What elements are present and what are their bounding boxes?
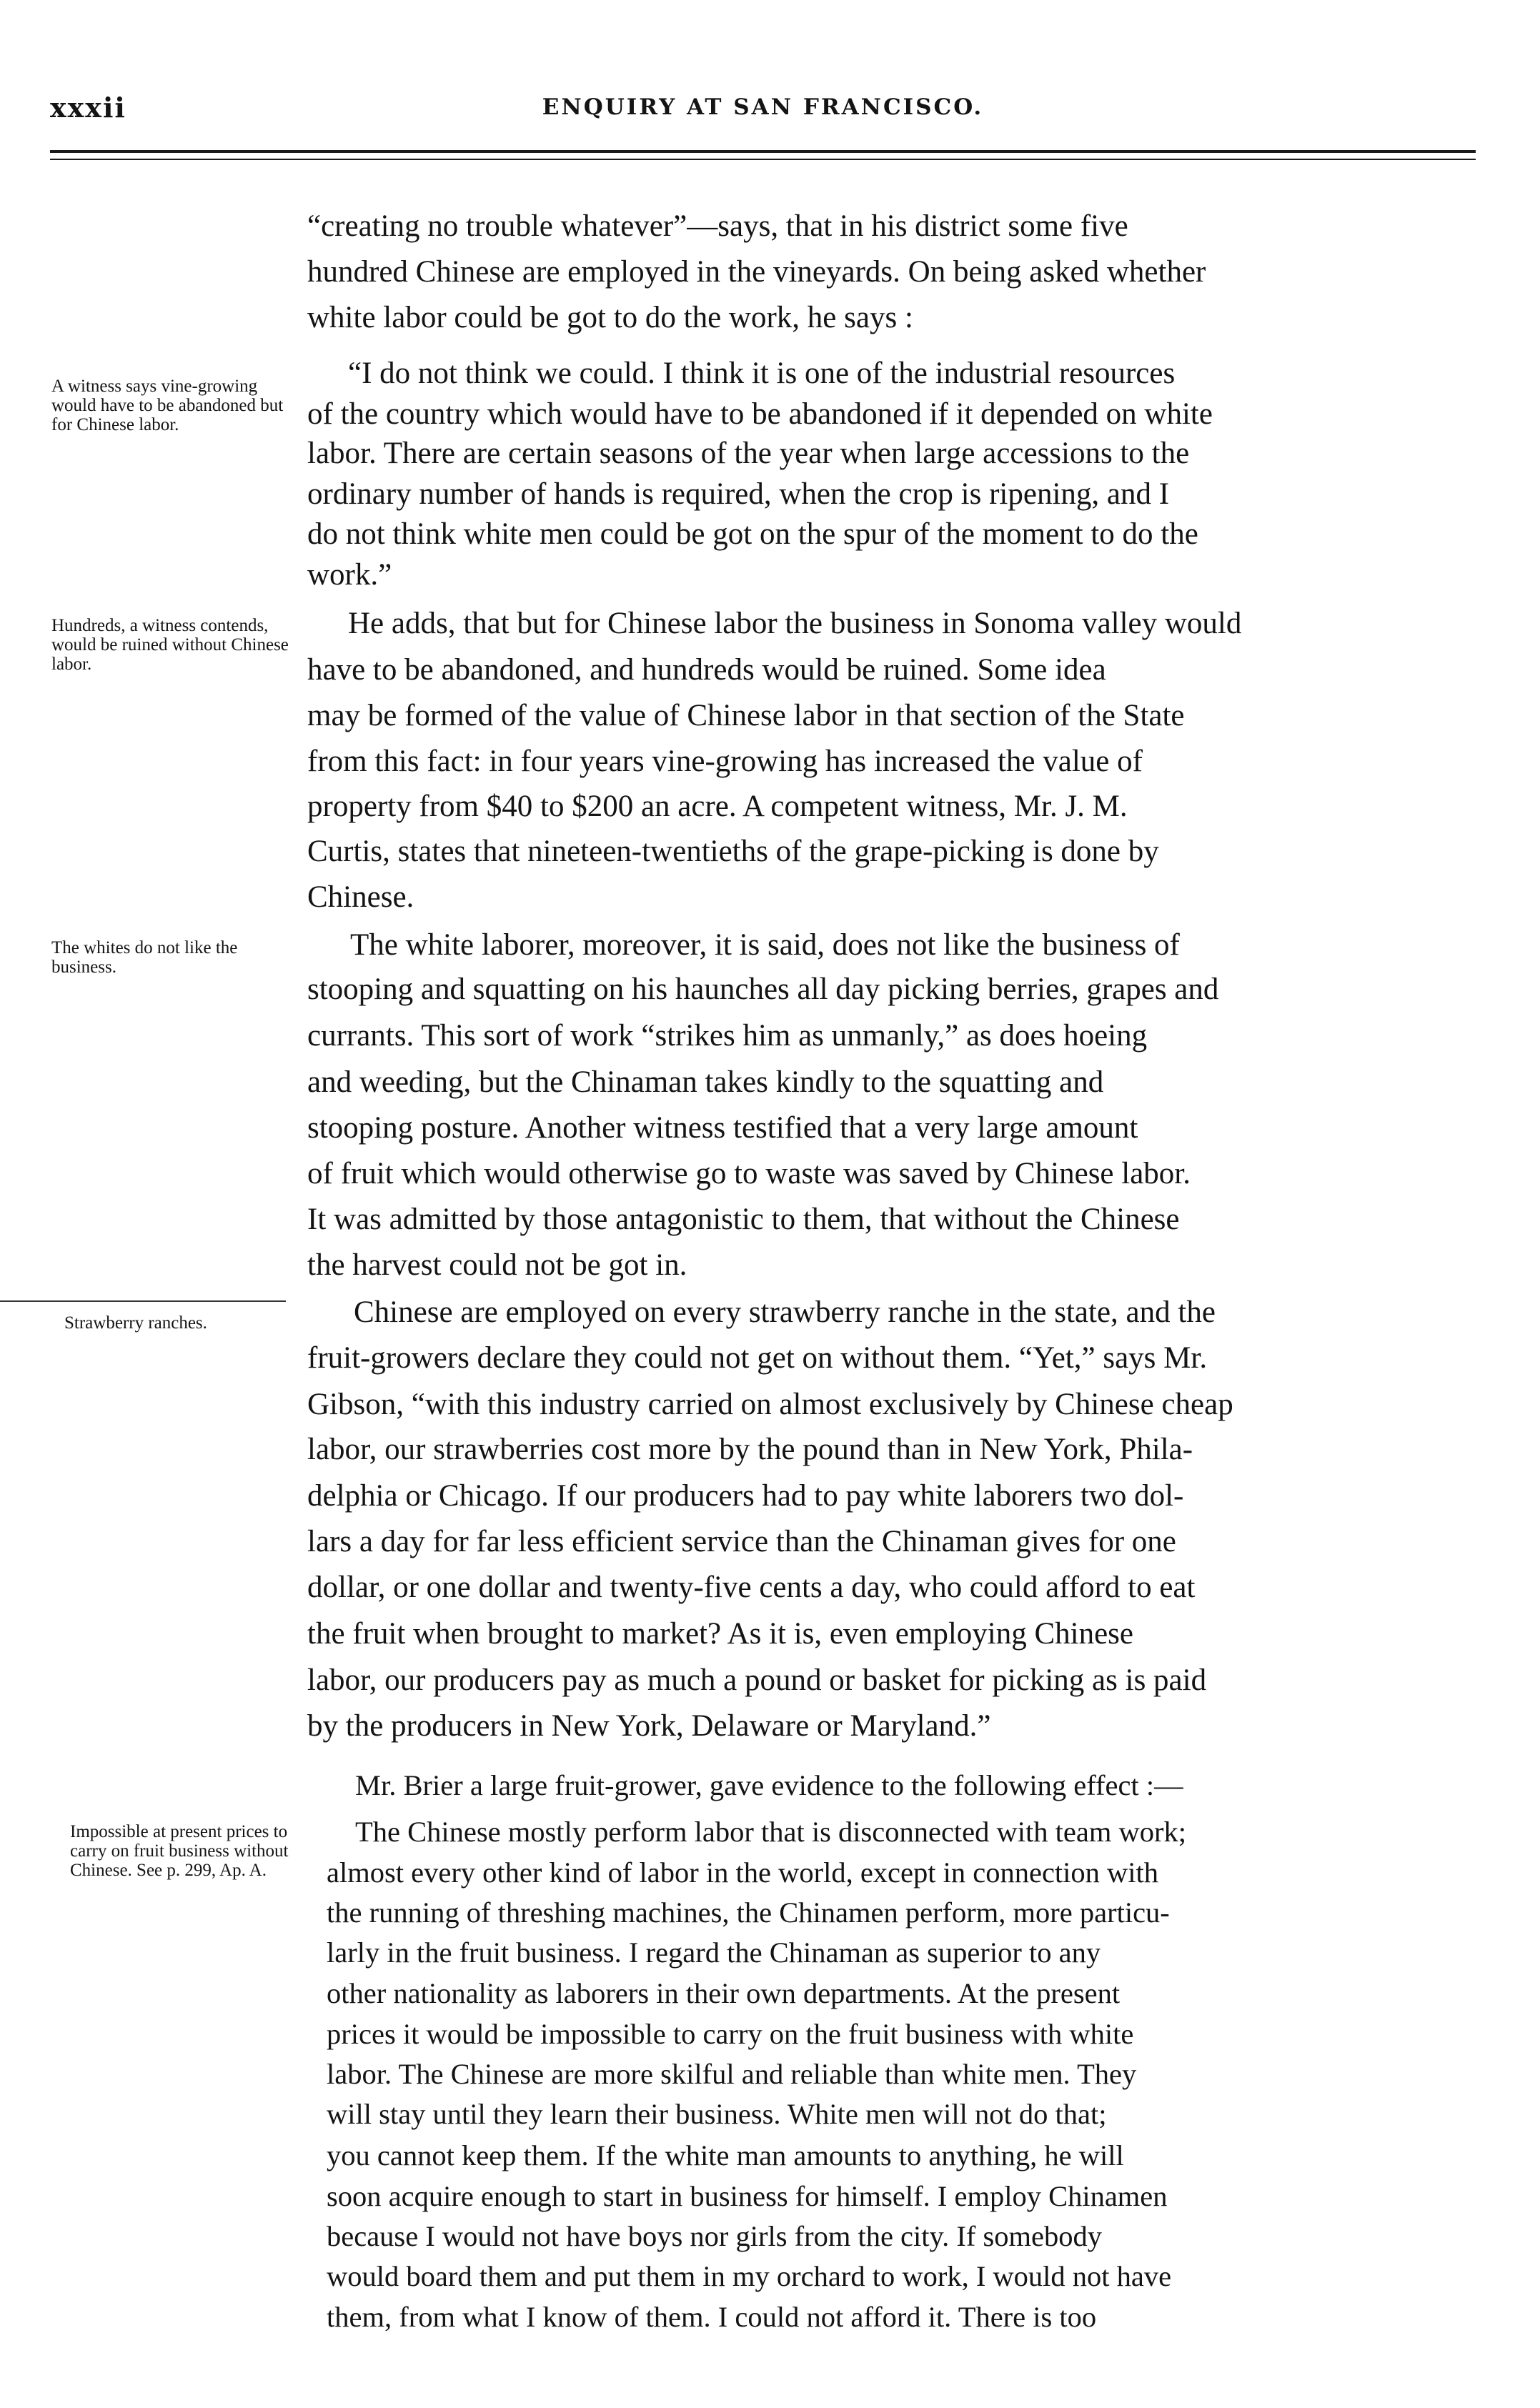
body-line: currants. This sort of work “strikes him as unmanly,” as does hoeing (307, 1019, 1148, 1053)
body-line: hundred Chinese are employed in the vineyards. On being asked whether (307, 255, 1206, 289)
body-line: of fruit which would otherwise go to waste was saved by Chinese labor. (307, 1157, 1191, 1190)
body-line: of the country which would have to be abandoned if it depended on white (307, 397, 1213, 431)
body-line: almost every other kind of labor in the world, except in connection with (327, 1856, 1159, 1889)
header-rule (50, 150, 1476, 153)
body-line: ordinary number of hands is required, when the crop is ripening, and I (307, 477, 1170, 511)
body-line: The Chinese mostly perform labor that is disconnected with team work; (355, 1816, 1186, 1848)
body-line: property from $40 to $200 an acre. A competent witness, Mr. J. M. (307, 790, 1128, 823)
body-line: work.” (307, 558, 392, 592)
body-line: prices it would be impossible to carry on the fruit business with white (327, 2018, 1134, 2050)
header-rule-thin (50, 159, 1476, 160)
body-line: It was admitted by those antagonistic to them, that without the Chinese (307, 1203, 1180, 1236)
body-line: delphia or Chicago. If our producers had to pay white laborers two dol- (307, 1479, 1184, 1513)
body-line: lars a day for far less efficient service than the Chinaman gives for one (307, 1525, 1176, 1558)
body-line: “I do not think we could. I think it is one of the industrial resources (348, 357, 1176, 390)
body-line: labor, our strawberries cost more by the pound than in New York, Phila- (307, 1433, 1193, 1466)
body-line: white labor could be got to do the work, he says : (307, 301, 913, 334)
body-line: dollar, or one dollar and twenty-five cents a day, who could afford to eat (307, 1571, 1196, 1604)
body-line: “creating no trouble whatever”—says, that in his district some five (307, 209, 1128, 243)
body-line: may be formed of the value of Chinese labor in that section of the State (307, 699, 1185, 732)
body-line: larly in the fruit business. I regard the Chinaman as superior to any (327, 1936, 1101, 1969)
body-line: Mr. Brier a large fruit-grower, gave evidence to the following effect :— (355, 1769, 1183, 1801)
body-line: do not think white men could be got on the spur of the moment to do the (307, 517, 1198, 551)
body-line: have to be abandoned, and hundreds would be ruined. Some idea (307, 653, 1106, 687)
body-line: Curtis, states that nineteen-twentieths of the grape-picking is done by (307, 835, 1159, 868)
body-line: The white laborer, moreover, it is said, does not like the business of (350, 928, 1180, 962)
body-line: fruit-growers declare they could not get on without them. “Yet,” says Mr. (307, 1341, 1208, 1375)
body-line: labor, our producers pay as much a pound or basket for picking as is paid (307, 1663, 1207, 1697)
body-line: from this fact: in four years vine-growing has increased the value of (307, 745, 1143, 778)
running-head: ENQUIRY AT SAN FRANCISCO. (542, 94, 984, 120)
body-line: the harvest could not be got in. (307, 1248, 687, 1282)
body-line: and weeding, but the Chinaman takes kindly to the squatting and (307, 1065, 1104, 1099)
margin-note: A witness says vine-growing would have to be abandoned but for Chinese labor. (51, 377, 284, 434)
margin-note: Strawberry ranches. (64, 1313, 207, 1333)
body-line: the fruit when brought to market? As it is, even employing Chinese (307, 1617, 1134, 1651)
body-line: would board them and put them in my orchard to work, I would not have (327, 2260, 1172, 2292)
body-line: He adds, that but for Chinese labor the business in Sonoma valley would (348, 607, 1242, 640)
page-number: xxxii (50, 91, 126, 124)
body-line: the running of threshing machines, the Chinamen perform, more particu- (327, 1896, 1170, 1929)
body-line: them, from what I know of them. I could not afford it. There is too (327, 2301, 1097, 2333)
body-line: will stay until they learn their business. White men will not do that; (327, 2098, 1107, 2130)
body-line: labor. There are certain seasons of the year when large accessions to the (307, 437, 1190, 470)
body-line: other nationality as laborers in their own departments. At the present (327, 1977, 1121, 2009)
page-header (50, 91, 1476, 134)
body-line: Gibson, “with this industry carried on almost exclusively by Chinese cheap (307, 1388, 1233, 1421)
margin-note: Hundreds, a witness contends, would be ruined without Chinese labor. (51, 616, 289, 674)
body-line: you cannot keep them. If the white man amounts to anything, he will (327, 2139, 1124, 2171)
body-line: stooping and squatting on his haunches all day picking berries, grapes and (307, 972, 1219, 1006)
body-line: Chinese. (307, 880, 414, 914)
body-line: because I would not have boys nor girls from the city. If somebody (327, 2220, 1102, 2252)
body-line: labor. The Chinese are more skilful and reliable than white men. They (327, 2058, 1137, 2090)
margin-note: Impossible at present prices to carry on fruit business without Chinese. See p. 299, Ap. A. (70, 1822, 289, 1880)
margin-note: The whites do not like the business. (51, 938, 238, 977)
body-line: soon acquire enough to start in business for himself. I employ Chinamen (327, 2180, 1168, 2212)
body-line: stooping posture. Another witness testified that a very large amount (307, 1111, 1138, 1145)
body-line: by the producers in New York, Delaware or Maryland.” (307, 1709, 991, 1743)
body-line: Chinese are employed on every strawberry ranche in the state, and the (354, 1295, 1216, 1329)
margin-divider (0, 1300, 286, 1302)
